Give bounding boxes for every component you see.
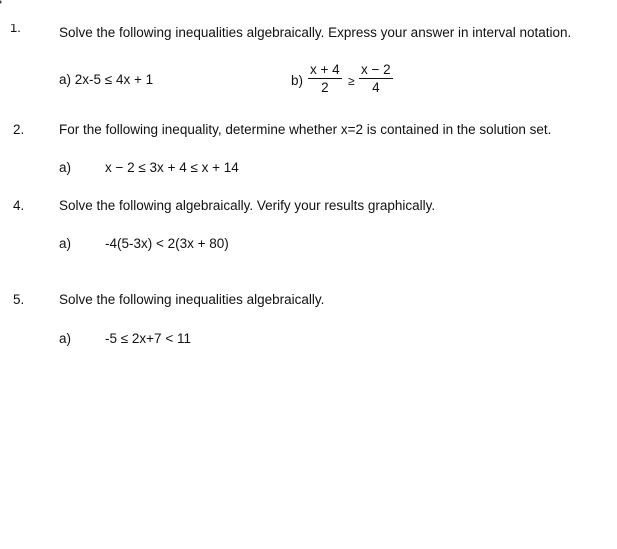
question-1-part-a (59, 72, 153, 87)
question-4-instruction: Solve the following algebraically. Verify your results graphically. (59, 198, 436, 213)
part-label: a) (59, 72, 72, 87)
fraction-numerator: x + 4 (310, 62, 340, 77)
fraction-numerator: x − 2 (361, 62, 391, 77)
fraction-left (308, 62, 342, 95)
question-2-instruction: For the following inequality, determine whether x=2 is contained in the solution set. (59, 122, 552, 137)
fraction-right (359, 62, 393, 95)
question-number-1: 1. (10, 24, 21, 32)
chevron-right-icon-glyph (0, 0, 6, 8)
fraction-denominator: 2 (321, 80, 329, 95)
question-2-part-a-expression: x − 2 ≤ 3x + 4 ≤ x + 14 (105, 160, 239, 175)
fraction-bar (308, 78, 342, 79)
question-4-part-a-label: a) (59, 236, 72, 251)
question-5-instruction: Solve the following inequalities algebraically. (59, 292, 325, 307)
math-expression: 2x-5 ≤ 4x + 1 (74, 72, 154, 87)
inequality-operator: ≥ (348, 74, 355, 88)
question-4-part-a-expression: -4(5-3x) < 2(3x + 80) (105, 236, 229, 251)
question-5-part-a-expression: -5 ≤ 2x+7 < 11 (105, 331, 191, 346)
question-number-4: 4. (13, 198, 25, 213)
chevron-right-icon (0, 0, 10, 10)
question-2-part-a-label: a) (59, 160, 72, 175)
question-5-part-a-label: a) (59, 331, 72, 346)
fraction-denominator: 4 (372, 80, 380, 95)
question-number-2: 2. (13, 122, 25, 137)
question-1-instruction: Solve the following inequalities algebraically. Express your answer in interval notation. (59, 25, 572, 40)
part-label: b) (291, 73, 304, 88)
question-number-5: 5. (13, 292, 25, 307)
fraction-bar (359, 78, 393, 79)
